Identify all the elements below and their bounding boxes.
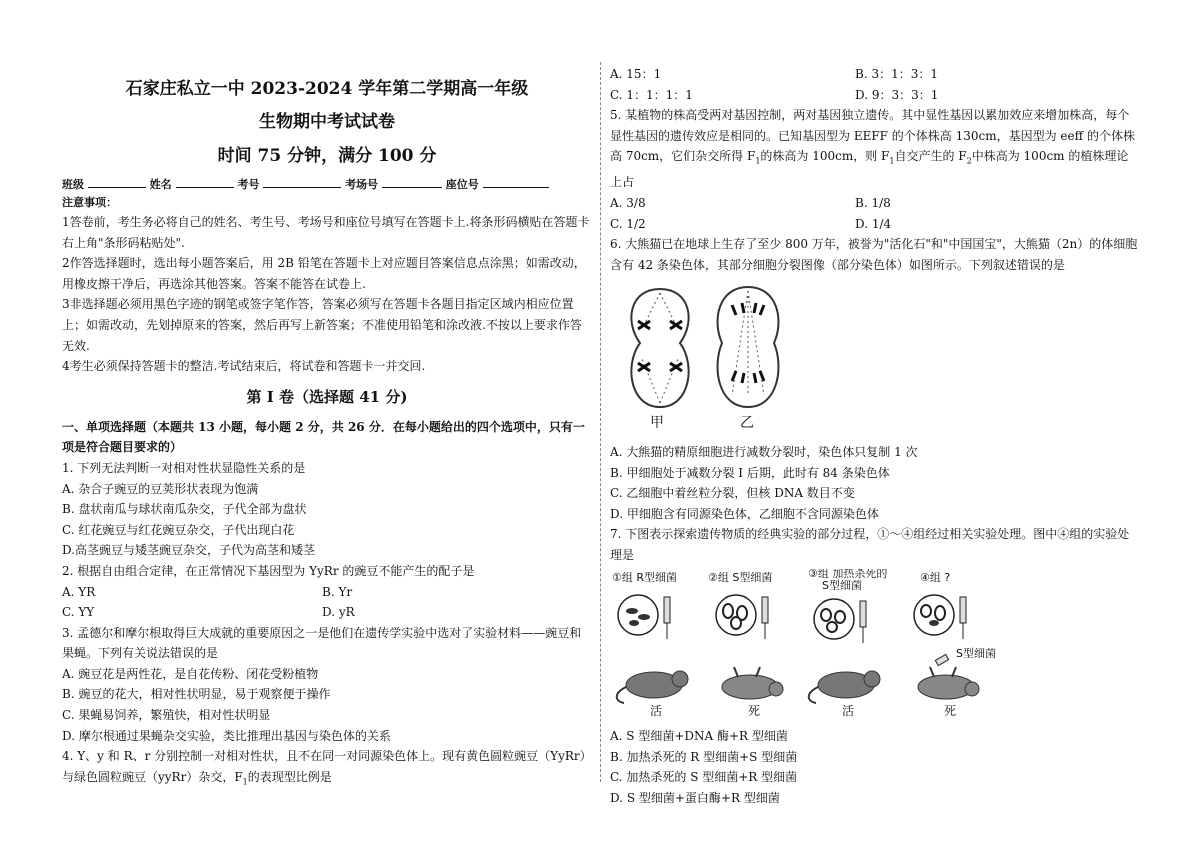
q3-option-a: A. 豌豆花是两性花，是自花传粉、闭花受粉植物 — [62, 666, 319, 681]
mouse-4 — [918, 667, 979, 699]
group3-label-line2: S型细菌 — [822, 579, 862, 593]
note-item-4: 4考生必须保持答题卡的整洁.考试结束后，将试卷和答题卡一并交回. — [62, 359, 426, 374]
dish-2 — [716, 595, 768, 639]
outcome-3: 活 — [842, 704, 855, 719]
q2-option-d: D. yR — [322, 605, 355, 620]
q5-options-row1 — [610, 193, 1140, 214]
q7-option-d: D. S 型细菌+蛋白酶+R 型细菌 — [610, 790, 780, 805]
q7-option-b: B. 加热杀死的 R 型细菌+S 型细菌 — [610, 749, 798, 764]
q4-options-row2 — [610, 85, 1140, 106]
group2-label: ②组 S型细菌 — [708, 571, 773, 585]
q2-options-row2 — [62, 602, 592, 623]
q5-stem-c: 自交产生的 F — [894, 149, 967, 164]
group3-label: ③组 加热杀死的 — [808, 569, 888, 581]
group4-label: ④组 ? — [920, 571, 951, 585]
q3-option-b: B. 豌豆的花大，相对性状明显，易于观察便于操作 — [62, 687, 331, 702]
cell-jia — [631, 289, 688, 407]
q4-stem-a: 4. Y、y 和 R、r 分别控制一对相对性状，且不在同一对同源染色体上。现有黄色圆粒豌豆（YyRr）与绿色圆粒豌豆（yyRr）杂交，F — [62, 749, 592, 784]
field-examno-blank[interactable] — [263, 175, 341, 188]
note-item-1: 1答卷前，考生务必将自己的姓名、考生号、考场号和座位号填写在答题卡上.将条形码横贴在答题卡右上角"条形码粘贴处". — [62, 215, 590, 250]
q1-option-a: A. 杂合子豌豆的豆荚形状表现为饱满 — [62, 481, 259, 496]
student-info-line — [62, 175, 592, 194]
q5-sub3: 2 — [966, 156, 972, 166]
notes-heading: 注意事项： — [62, 196, 117, 209]
q7-option-c: C. 加热杀死的 S 型细菌+R 型细菌 — [610, 770, 798, 785]
note-item-3: 3非选择题必须用黑色字迹的钢笔或签字笔作答，答案必须写在答题卡各题目指定区域内相应位置上；如需改动，先划掉原来的答案，然后再写上新答案；不准使用铅笔和涂改液.不按以上要求作答无效. — [62, 297, 582, 353]
q5-option-c: C. 1/2 — [610, 216, 646, 231]
q4-stem — [62, 746, 592, 793]
field-class-label: 班级 — [62, 178, 84, 191]
q1-option-c: C. 红花豌豆与红花豌豆杂交，子代出现白花 — [62, 522, 295, 537]
exam-time-score: 时间 75 分钟，满分 100 分 — [217, 146, 437, 166]
q4-stem-b: 的表现型比例是 — [247, 769, 332, 784]
q3-option-d: D. 摩尔根通过果蝇杂交实验，类比推理出基因与染色体的关系 — [62, 728, 391, 743]
q5-stem-a: 5. 某植物的株高受两对基因控制，两对基因独立遗传。其中显性基因以累加效应来增加株高，每个显性基因的遗传效应是相同的。已知基因型为 EEFF 的个体株高 130cm，基因型为 eeff 的个体株高 70cm，它们杂交所得 F — [610, 108, 1135, 164]
group1-label: ①组 R型细菌 — [612, 571, 678, 585]
fig-label-yi: 乙 — [740, 415, 754, 432]
field-examno-label: 考号 — [237, 178, 260, 191]
q4-option-a: A. 15：1 — [610, 67, 662, 81]
q5-stem — [610, 105, 1140, 193]
q5-stem-b: 的株高为 100cm，则 F — [760, 149, 890, 164]
field-name-blank[interactable] — [176, 175, 234, 188]
q1-option-b: B. 盘状南瓜与球状南瓜杂交，子代全部为盘状 — [62, 502, 307, 517]
bacteria-experiment-figure — [610, 569, 1030, 719]
q1-stem: 1. 下列无法判断一对相对性状显隐性关系的是 — [62, 460, 306, 475]
mouse-1 — [617, 671, 688, 703]
outcome-4: 死 — [944, 704, 957, 719]
q6-stem: 6. 大熊猫已在地球上生存了至少 800 万年，被誉为"活化石"和"中国国宝"，大熊猫（2n）的体细胞含有 42 条染色体，其部分细胞分裂图像（部分染色体）如图所示。下列叙述错误的是 — [610, 237, 1138, 272]
q5-stem-d: 中株高为 100cm 的植株理论上占 — [610, 149, 1129, 190]
mouse-2 — [722, 667, 783, 699]
q5-option-a: A. 3/8 — [610, 195, 646, 210]
q7-stem: 7. 下图表示探索遗传物质的经典实验的部分过程，①～④组经过相关实验处理。图中④组的实验处理是 — [610, 527, 1130, 562]
outcome-2: 死 — [748, 704, 761, 719]
q5-option-d: D. 1/4 — [855, 216, 892, 231]
q1-option-d: D.高茎豌豆与矮茎豌豆杂交，子代为高茎和矮茎 — [62, 543, 316, 558]
q2-option-c: C. YY — [62, 605, 95, 620]
right-column — [610, 64, 1140, 808]
cell-yi — [718, 287, 779, 407]
field-seat-blank[interactable] — [483, 175, 549, 188]
q4-option-b: B. 3：1：3：1 — [855, 67, 938, 81]
q3-stem: 3. 孟德尔和摩尔根取得巨大成就的重要原因之一是他们在遗传学实验中选对了实验材料——豌豆和果蝇。下列有关说法错误的是 — [62, 625, 582, 661]
q7-option-a: A. S 型细菌+DNA 酶+R 型细菌 — [610, 729, 788, 744]
q5-sub1: 1 — [755, 156, 761, 166]
q6-option-a: A. 大熊猫的精原细胞进行减数分裂时，染色体只复制 1 次 — [610, 444, 918, 459]
q2-stem: 2. 根据自由组合定律，在正常情况下基因型为 YyRr 的豌豆不能产生的配子是 — [62, 563, 475, 578]
field-class-blank[interactable] — [88, 175, 146, 188]
note-item-2: 2作答选择题时，选出每小题答案后，用 2B 铅笔在答题卡上对应题目答案信息点涂黑；如需改动，用橡皮擦干净后，再选涂其他答案。答案不能答在试卷上. — [62, 256, 586, 291]
field-name-label: 姓名 — [149, 178, 172, 191]
field-room-label: 考场号 — [345, 178, 379, 191]
dish-1 — [618, 595, 670, 639]
q2-option-b: B. Yr — [322, 584, 353, 599]
q5-sub2: 1 — [889, 156, 895, 166]
q2-options-row1 — [62, 582, 592, 603]
outcome-1: 活 — [650, 704, 663, 719]
exam-title-subject: 生物期中考试试卷 — [259, 112, 395, 132]
syringe-4b — [935, 655, 948, 666]
mouse-3 — [809, 671, 880, 703]
section-intro: 一、单项选择题（本题共 13 小题，每小题 2 分，共 26 分．在每小题给出的四个选项中，只有一项是符合题目要求的） — [62, 419, 585, 455]
left-column — [62, 60, 592, 793]
dish-4 — [914, 595, 966, 639]
q4-stem-sub: 1 — [242, 777, 248, 787]
q4-option-d: D. 9：3：3：1 — [855, 87, 939, 102]
fig-label-jia: 甲 — [650, 415, 664, 432]
section-title: 第 I 卷（选择题 41 分) — [246, 387, 408, 406]
s-bacteria-label: S型细菌 — [956, 647, 996, 661]
q6-option-c: C. 乙细胞中着丝粒分裂，但核 DNA 数目不变 — [610, 486, 855, 501]
q5-option-b: B. 1/8 — [855, 195, 891, 210]
q6-option-d: D. 甲细胞含有同源染色体，乙细胞不含同源染色体 — [610, 506, 879, 521]
q4-option-c: C. 1：1：1：1 — [610, 87, 693, 102]
cell-division-figure — [620, 281, 800, 431]
column-divider — [600, 62, 601, 782]
q5-options-row2 — [610, 214, 1140, 235]
q3-option-c: C. 果蝇易饲养，繁殖快，相对性状明显 — [62, 708, 271, 723]
q2-option-a: A. YR — [62, 584, 96, 599]
exam-title-school: 石家庄私立一中 2023-2024 学年第二学期高一年级 — [125, 79, 529, 99]
field-room-blank[interactable] — [382, 175, 442, 188]
field-seat-label: 座位号 — [445, 178, 479, 191]
q6-option-b: B. 甲细胞处于减数分裂 I 后期，此时有 84 条染色体 — [610, 465, 890, 480]
q4-options-row1 — [610, 64, 1140, 85]
dish-3 — [814, 599, 866, 643]
